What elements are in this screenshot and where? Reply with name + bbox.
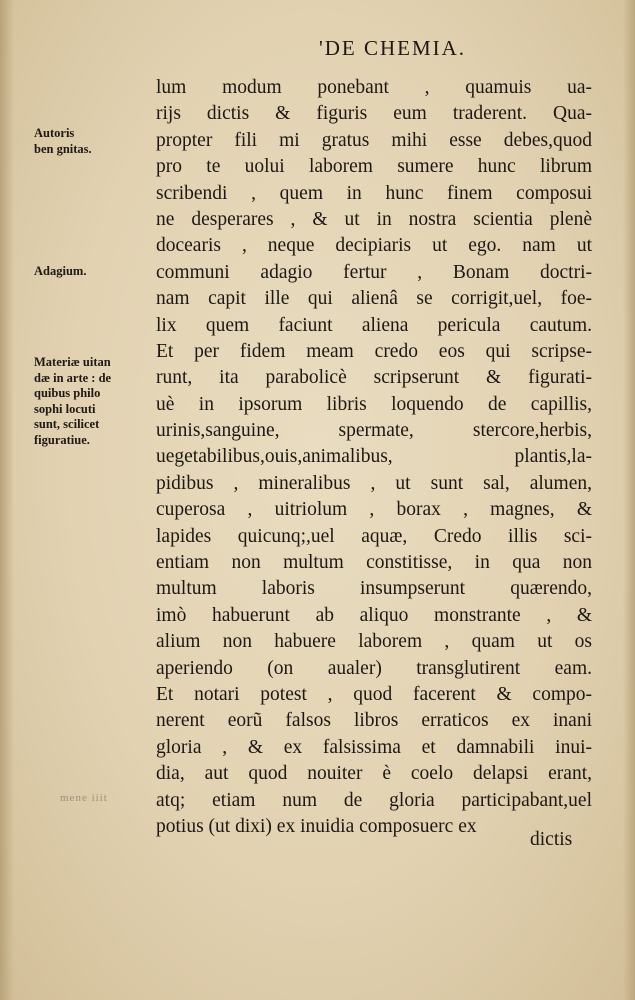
margin-note-materiae [34, 355, 152, 448]
text-line: docearis , neque decipiaris ut ego. nam ut [156, 235, 592, 257]
text-line: runt, ita parabolicè scripserunt & figurati- [156, 367, 592, 389]
catchword: dictis [530, 829, 573, 850]
margin-note-line: dæ in arte : de [34, 370, 112, 385]
text-line: nerent eorũ falsos libros erraticos ex inani [156, 710, 592, 732]
text-line: uegetabilibus,ouis,animalibus, plantis,la- [156, 446, 592, 468]
text-line: ne desperares , & ut in nostra scientia plenè [156, 208, 592, 230]
text-line: scribendi , quem in hunc finem composui [156, 182, 592, 204]
text-line: gloria , & ex falsissima et damnabili inui- [156, 736, 592, 758]
text-line: dia, aut quod nouiter è coelo delapsi erant, [156, 763, 592, 785]
margin-note-line: Materiæ uitan [34, 355, 111, 369]
text-line: lapides quicunq;,uel aquæ, Credo illis sci- [156, 525, 592, 547]
margin-note-autoris [34, 126, 152, 157]
text-line: lum modum ponebant , quamuis ua- [156, 77, 592, 98]
text-line: Et notari potest , quod facerent & compo- [156, 683, 592, 705]
text-line: rijs dictis & figuris eum traderent. Qua- [156, 103, 592, 125]
text-line: multum laboris insumpserunt quærendo, [156, 578, 592, 600]
body-text [156, 75, 592, 840]
text-line: uè in ipsorum libris loquendo de capillis, [156, 393, 592, 415]
page-edge-shadow-left [0, 0, 14, 1000]
text-line: urinis,sanguine, spermate, stercore,herbis, [156, 420, 592, 442]
text-line: imò habuerunt ab aliquo monstrante , & [156, 604, 592, 626]
running-head: 'DE CHEMIA. [318, 36, 467, 60]
text-line: nam capit ille qui alienâ se corrigit,uel, foe- [156, 288, 592, 310]
text-line: Et per fidem meam credo eos qui scripse- [156, 340, 592, 362]
margin-note-line: quibus philo [34, 386, 101, 400]
margin-note-line: ben gnitas. [34, 141, 92, 156]
text-line: alium non habuere laborem , quam ut os [156, 631, 592, 653]
text-line: aperiendo (on aualer) transglutirent eam. [156, 657, 592, 679]
margin-note-line: Adagium. [34, 264, 87, 278]
text-line: pro te uolui laborem sumere hunc librum [156, 156, 592, 178]
text-line: lix quem faciunt aliena pericula cautum. [156, 314, 592, 336]
page-edge-shadow-right [623, 0, 635, 1000]
margin-note-line: figuratiue. [34, 432, 90, 447]
text-line: potius (ut dixi) ex inuidia composuerc ex [156, 815, 477, 837]
text-line: cuperosa , uitriolum , borax , magnes, & [156, 499, 592, 521]
text-line: communi adagio fertur , Bonam doctri- [156, 261, 592, 283]
margin-note-adagium [34, 264, 152, 280]
text-line: entiam non multum constitisse, in qua non [156, 552, 592, 574]
margin-faint-text: mene iiit [60, 792, 108, 804]
margin-note-line: sunt, scilicet [34, 417, 100, 431]
margin-note-line: Autoris [34, 126, 75, 140]
margin-note-line: sophi locuti [34, 401, 96, 416]
text-line: propter fili mi gratus mihi esse debes,quod [156, 129, 592, 151]
text-line: pidibus , mineralibus , ut sunt sal, alumen, [156, 472, 592, 494]
text-line: atq; etiam num de gloria participabant,uel [156, 789, 592, 811]
